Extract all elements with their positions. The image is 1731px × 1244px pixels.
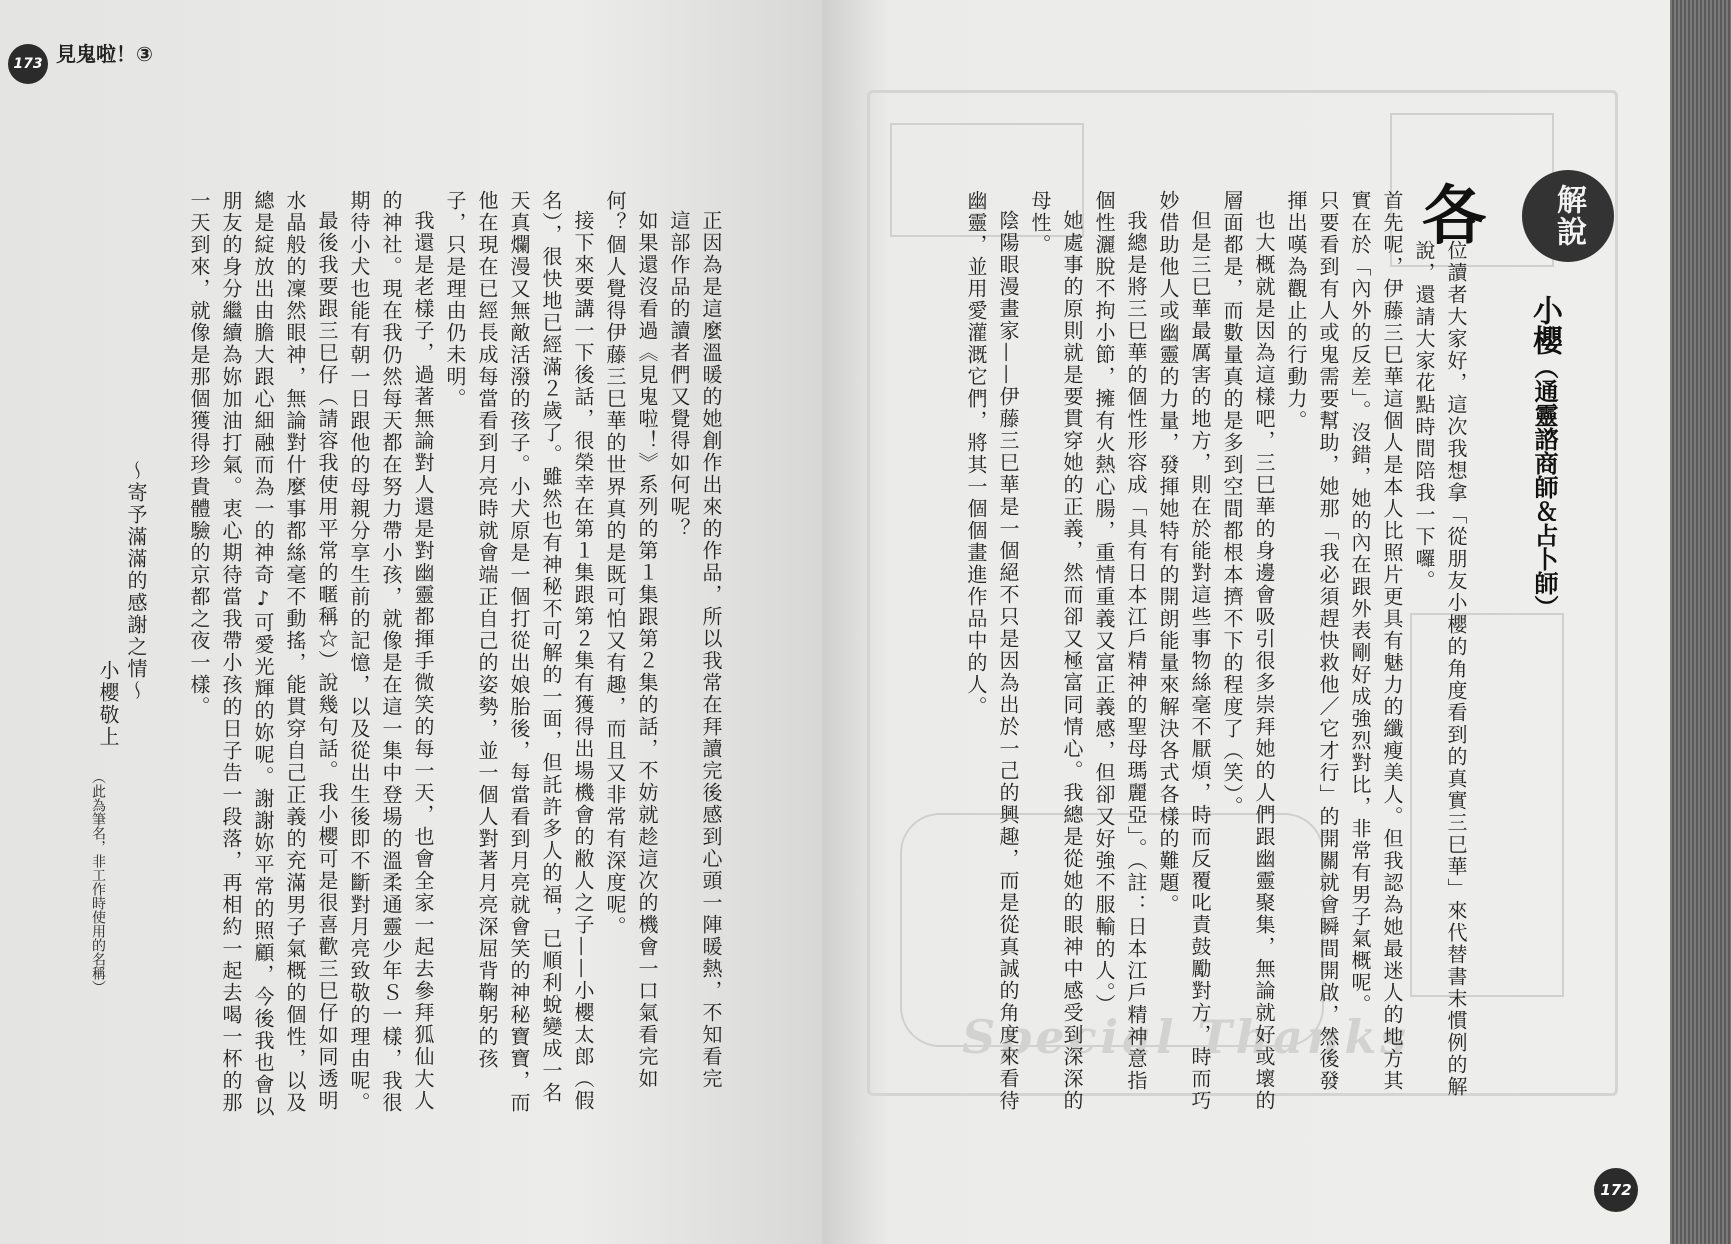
text-column: 位讀者大家好，這次我想拿「從朋友小櫻的角度看到的真實三巳華」來代替書末慣例的解	[1444, 240, 1468, 1098]
left-page	[0, 0, 822, 1244]
text-column: 朋友的身分繼續為妳加油打氣。衷心期待當我帶小孩的日子告一段落，再相約一起去喝一杯的那	[219, 190, 243, 1114]
text-column: 子，只是理由仍未明。	[443, 190, 467, 410]
page-number-badge	[1594, 1168, 1638, 1212]
text-column: 首先呢，伊藤三巳華這個人是本人比照片更具有魅力的纖瘦美人。但我認為她最迷人的地方其	[1380, 190, 1404, 1092]
series-title: 見鬼啦！③	[56, 42, 153, 66]
book-page-edges	[1670, 0, 1731, 1244]
closing-line: ～寄予滿滿的感謝之情～	[124, 460, 148, 702]
signature: 小櫻敬上	[96, 660, 120, 748]
text-column: 我還是老樣子，過著無論對人還是對幽靈都揮手微笑的每一天，也會全家一起去參拜狐仙大人	[411, 210, 435, 1112]
text-column: 揮出嘆為觀止的行動力。	[1284, 190, 1308, 432]
author-role: （通靈諮商師＆占卜師）	[1530, 355, 1558, 619]
text-column: 接下來要講一下後話，很榮幸在第１集跟第２集有獲得出場機會的敝人之子——小櫻太郎（假	[571, 210, 595, 1112]
text-column: 我總是將三巳華的個性形容成「具有日本江戶精神的聖母瑪麗亞」。（註：日本江戶精神意指	[1124, 210, 1148, 1092]
text-column: 如果還沒看過《見鬼啦！》系列的第１集跟第２集的話，不妨就趁這次的機會一口氣看完如	[635, 210, 659, 1090]
text-column: 她處事的原則就是要貫穿她的正義，然而卻又極富同情心。我總是從她的眼神中感受到深深的	[1060, 210, 1084, 1112]
text-column: 只要看到有人或鬼需要幫助，她那「我必須趕快救他／它才行」的開關就會瞬間開啟，然後發	[1316, 190, 1340, 1092]
text-column: 幽靈，並用愛灌溉它們，將其一個個畫進作品中的人。	[964, 190, 988, 718]
text-column: 水晶般的凜然眼神，無論對什麼事都絲毫不動搖，能貫穿自己正義的充滿男子氣概的個性，以及	[283, 190, 307, 1114]
text-column: 母性。	[1028, 190, 1052, 256]
text-column: 最後我要跟三巳仔（請容我使用平常的暱稱☆）說幾句話。我小櫻可是很喜歡三巳仔如同透明	[315, 210, 339, 1112]
text-column: 一天到來，就像是那個獲得珍貴體驗的京都之夜一樣。	[187, 190, 211, 718]
text-column: 妙借助他人或幽靈的力量，發揮她特有的開朗能量來解決各式各樣的難題。	[1156, 190, 1180, 916]
text-column: 也大概就是因為這樣吧，三巳華的身邊會吸引很多崇拜她的人們跟幽靈聚集，無論就好或壞的	[1252, 210, 1276, 1112]
text-column: 他在現在已經長成每當看到月亮時就會端正自己的姿勢，並一個人對著月亮深屈背鞠躬的孩	[475, 190, 499, 1070]
page-number: 172	[1600, 1181, 1632, 1199]
text-column: 陰陽眼漫畫家——伊藤三巳華是一個絕不只是因為出於一己的興趣，而是從真誠的角度來看待	[996, 210, 1020, 1112]
text-column: 期待小犬也能有朝一日跟他的母親分享生前的記憶，以及從出生後即不斷對月亮致敬的理由呢。	[347, 190, 371, 1114]
text-column: 說，還請大家花點時間陪我一下囉。	[1412, 240, 1436, 592]
text-column: 個性灑脫不拘小節，擁有火熱心腸，重情重義又富正義感，但卻又好強不服輸的人。）	[1092, 190, 1116, 1016]
drop-cap: 各	[1422, 179, 1486, 254]
section-badge: 解說	[1522, 170, 1614, 262]
text-column: 何？個人覺得伊藤三巳華的世界真的是既可怕又有趣，而且又非常有深度呢。	[603, 190, 627, 938]
page-number-badge	[8, 44, 48, 84]
author-title	[1522, 295, 1566, 619]
text-column: 但是三巳華最厲害的地方，則在於能對這些事物絲毫不厭煩，時而反覆叱責鼓勵對方，時而巧	[1188, 210, 1212, 1112]
text-column: 名），很快地已經滿２歲了。雖然也有神秘不可解的一面，但託許多人的福，已順利蛻變成一名	[539, 190, 563, 1104]
text-column: 天真爛漫又無敵活潑的孩子。小犬原是一個打從出娘胎後，每當看到月亮就會笑的神秘寶寶，而	[507, 190, 531, 1114]
text-column: 的神社。現在我仍然每天都在努力帶小孩，就像是在這一集中登場的溫柔通靈少年Ｓ一樣，我很	[379, 190, 403, 1114]
text-column: 總是綻放出由膽大跟心細融而為一的神奇♪可愛光輝的妳呢。謝謝妳平常的照顧，今後我也會以	[251, 190, 275, 1118]
signature-note: （此為筆名，非工作時使用的名稱）	[90, 770, 106, 994]
special-thanks-watermark: Special Thanks	[962, 1010, 1411, 1064]
text-column: 層面都是，而數量真的是多到空間都根本擠不下的程度了（笑）。	[1220, 190, 1244, 818]
text-column: 正因為是這麼溫暖的她創作出來的作品，所以我常在拜讀完後感到心頭一陣暖熱，不知看完	[699, 210, 723, 1090]
page-number: 173	[13, 56, 43, 72]
text-column: 這部作品的讀者們又覺得如何呢？	[667, 210, 691, 540]
author-name: 小櫻	[1527, 295, 1562, 355]
text-column: 實在於「內外的反差」。沒錯，她的內在跟外表剛好成強烈對比，非常有男子氣概呢。	[1348, 190, 1372, 1016]
right-page	[822, 0, 1670, 1244]
